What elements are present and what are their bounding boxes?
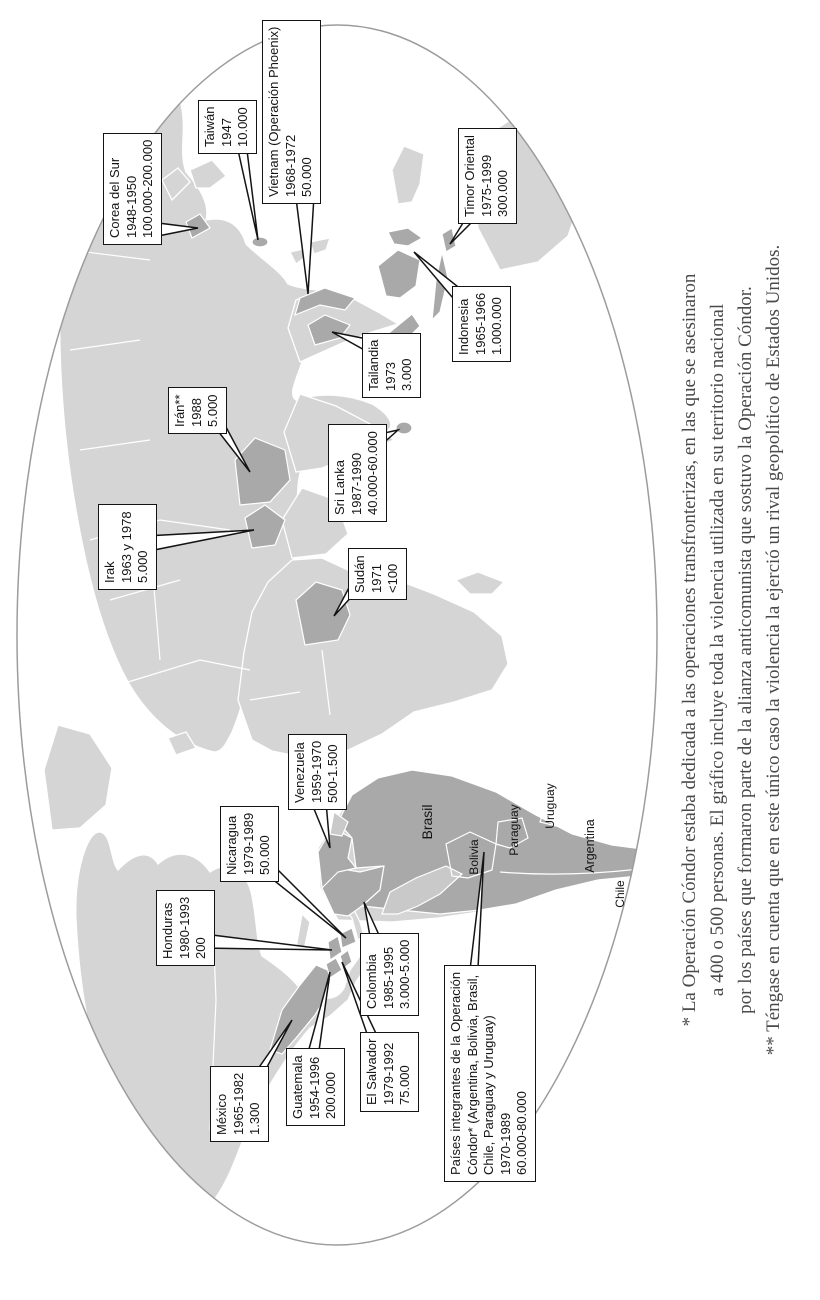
callout-line: 1954-1996 (306, 1056, 322, 1119)
callout-line: 1975-1999 (478, 154, 494, 217)
callout-nicaragua (220, 806, 279, 882)
callout-colombia (360, 933, 419, 1016)
country-label-brasil: Brasil (419, 804, 435, 840)
callout-line: 200 (193, 937, 208, 959)
callout-line: 50.000 (299, 157, 314, 197)
callout-line: 40.000-60.000 (365, 431, 380, 515)
country-label-chile: Chile (613, 880, 627, 908)
callout-line: 10.000 (235, 107, 250, 147)
callout-line: 1971 (368, 564, 384, 593)
callout-line: 5.000 (135, 550, 150, 583)
callout-line: Taiwán (202, 106, 217, 147)
callout-line: 50.000 (257, 835, 272, 875)
callout-line: El Salvador (364, 1038, 379, 1105)
footnote-line: * La Operación Cóndor estaba dedicada a las operaciones transfronterizas, en las que se asesinaron (679, 273, 700, 1027)
callout-line: 1.000.000 (489, 297, 504, 355)
country-label-paraguay: Paraguay (507, 804, 521, 856)
footnote-line: por los países que formaron parte de la alianza anticomunista que sostuvo la Operación Cóndor. (735, 286, 756, 1014)
country-label-bolivia: Bolivia (467, 839, 481, 875)
callout-line: <100 (385, 563, 400, 593)
callout-line: 1963 y 1978 (118, 511, 134, 583)
footnote-line: a 400 o 500 personas. El gráfico incluye toda la violencia utilizada en su territorio nacional (707, 303, 728, 997)
callout-indonesia (452, 286, 511, 362)
callout-iran (168, 387, 227, 434)
map-footnotes (676, 0, 788, 1300)
callout-venezuela (288, 734, 347, 810)
callout-corea-del-sur (103, 133, 162, 245)
callout-line: Irak (102, 561, 117, 583)
callout-line: 1988 (188, 398, 204, 427)
callout-line: 5.000 (205, 394, 220, 427)
callout-sri-lanka (328, 424, 387, 522)
callout-line: 60.000-80.000 (514, 1091, 529, 1175)
callout-line: 1948-1950 (123, 175, 139, 238)
callout-line: 1979-1992 (380, 1042, 396, 1105)
callout-sudan (348, 548, 407, 600)
callout-line: Cóndor* (Argentina, Bolivia, Brasil, (464, 974, 480, 1175)
callout-line: Irán** (172, 394, 187, 427)
callout-vietnam (262, 20, 321, 204)
callout-timor-oriental (458, 128, 517, 224)
callout-line: 3.000-5.000 (397, 939, 412, 1009)
callout-line: Guatemala (290, 1055, 305, 1119)
callout-line: México (214, 1093, 229, 1135)
callout-line: 3.000 (399, 358, 414, 391)
callout-line: Timor Oriental (462, 135, 477, 217)
sri-lanka-shape (396, 422, 412, 434)
callout-line: 100.000-200.000 (140, 139, 155, 238)
callout-line: 1985-1995 (380, 946, 396, 1009)
callout-operacion-condor (444, 965, 536, 1182)
callout-honduras (156, 890, 215, 966)
callout-mexico (210, 1066, 269, 1142)
callout-line: 1.300 (247, 1102, 262, 1135)
callout-line: 500-1.500 (325, 744, 340, 803)
callout-line: 1959-1970 (308, 740, 324, 803)
callout-taiwan (198, 100, 257, 154)
callout-line: 1987-1990 (348, 452, 364, 515)
callout-guatemala (286, 1048, 345, 1126)
callout-line: 1979-1989 (240, 812, 256, 875)
callout-line: 1980-1993 (176, 896, 192, 959)
callout-line: Sudán (352, 555, 367, 593)
callout-tailandia (362, 333, 421, 398)
callout-line: 300.000 (495, 170, 510, 217)
callout-line: Chile, Paraguay y Uruguay) (481, 1015, 496, 1175)
callout-line: 1965-1982 (230, 1072, 246, 1135)
callout-line: Colombia (364, 954, 379, 1009)
callout-line: Indonesia (456, 298, 471, 355)
callout-line: 1968-1972 (282, 134, 298, 197)
callout-line: Tailandia (366, 339, 381, 391)
callout-line: 200.000 (323, 1072, 338, 1119)
callout-irak (98, 504, 157, 590)
callout-line: Venezuela (292, 742, 307, 803)
callout-line: Corea del Sur (107, 157, 122, 238)
callout-line: Países integrantes de la Operación (448, 971, 463, 1175)
taiwan-shape (252, 237, 268, 247)
country-label-uruguay: Uruguay (543, 783, 557, 829)
callout-line: 1947 (218, 118, 234, 147)
footnote-line: ** Téngase en cuenta que en este único caso la violencia la ejerció un rival geopolítico de Estados Unidos. (763, 244, 784, 1056)
callout-line: 1970-1989 (497, 1112, 513, 1175)
callout-line: 1965-1966 (472, 292, 488, 355)
country-label-argentina: Argentina (583, 819, 597, 873)
callout-line: 75.000 (397, 1065, 412, 1105)
callout-line: Honduras (160, 902, 175, 959)
callout-line: Nicaragua (224, 815, 239, 875)
callout-line: Vietnam (Operación Phoenix) (266, 26, 281, 197)
callout-line: Sri Lanka (332, 460, 347, 515)
callout-el-salvador (360, 1032, 419, 1112)
callout-line: 1973 (382, 362, 398, 391)
